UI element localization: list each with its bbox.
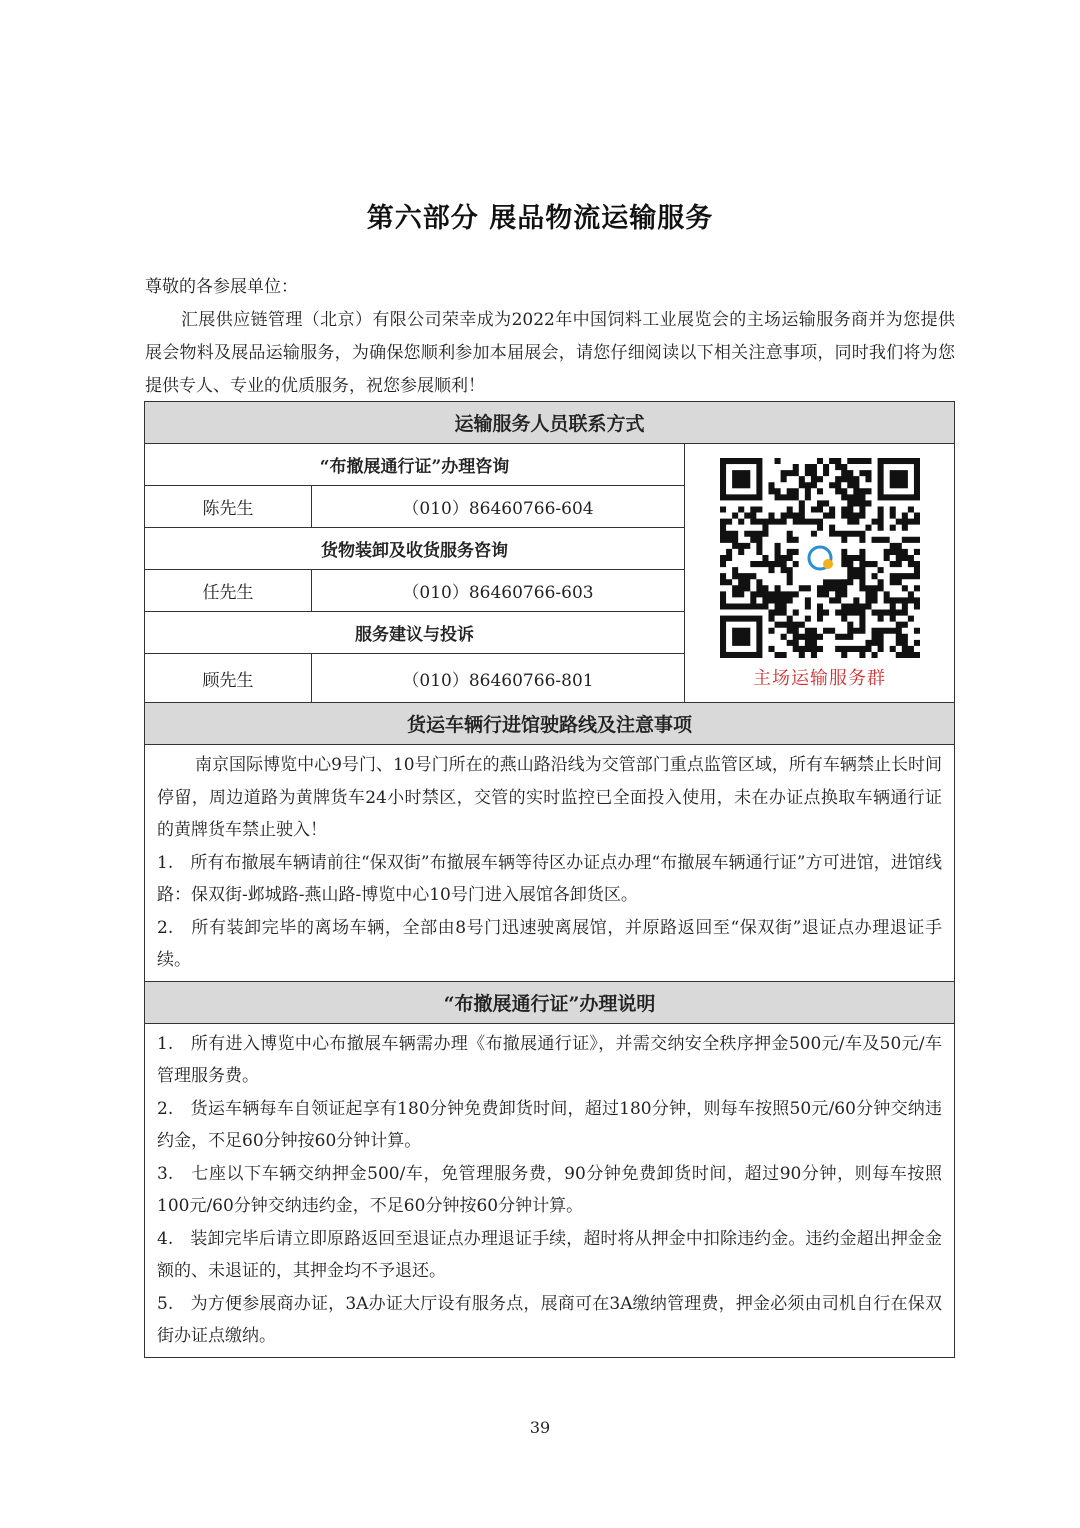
permit-item: 5. 为方便参展商办证，3A办证大厅设有服务点，展商可在3A缴纳管理费，押金必须由司机自行在保双街办证点缴纳。 — [157, 1293, 942, 1346]
permit-header: “布撤展通行证”办理说明 — [145, 981, 955, 1023]
page-title: 第六部分 展品物流运输服务 — [366, 203, 714, 234]
permit-item: 3. 七座以下车辆交纳押金500/车，免管理服务费，90分钟免费卸货时间，超过90分钟，则每车按照100元/60分钟交纳违约金，不足60分钟按60分钟计算。 — [157, 1163, 942, 1216]
contact-name: 顾先生 — [145, 654, 312, 703]
contact-name: 任先生 — [145, 570, 312, 612]
qr-caption: 主场运输服务群 — [753, 668, 886, 689]
qr-code-icon — [720, 458, 920, 658]
contact-group-title: 货物装卸及收货服务咨询 — [145, 528, 685, 570]
contact-group-title: “布撤展通行证”办理咨询 — [145, 444, 685, 486]
contact-group-title: 服务建议与投诉 — [145, 612, 685, 654]
route-header: 货运车辆行进馆驶路线及注意事项 — [145, 703, 955, 745]
contact-phone: （010）86460766-604 — [312, 486, 685, 528]
page-number: 39 — [529, 1418, 551, 1437]
salutation: 尊敬的各参展单位： — [145, 277, 298, 297]
route-item: 2. 所有装卸完毕的离场车辆，全部由8号门迅速驶离展馆，并原路返回至“保双街”退证点办理退证手续。 — [157, 917, 942, 970]
permit-item: 2. 货运车辆每车自领证起享有180分钟免费卸货时间，超过180分钟，则每车按照50元/60分钟交纳违约金，不足60分钟按60分钟计算。 — [157, 1098, 942, 1151]
permit-item: 4. 装卸完毕后请立即原路返回至退证点办理退证手续，超时将从押金中扣除违约金。违约金超出押金金额的、未退证的，其押金均不予退还。 — [157, 1228, 942, 1281]
contacts-header: 运输服务人员联系方式 — [145, 402, 955, 444]
permit-section — [145, 1023, 955, 1357]
intro-paragraph: 汇展供应链管理（北京）有限公司荣幸成为2022年中国饲料工业展览会的主场运输服务商并为您提供展会物料及展品运输服务，为确保您顺利参加本届展会，请您仔细阅读以下相关注意事项，同时我们将为您提供专人、专业的优质服务，祝您参展顺利！ — [145, 310, 955, 396]
permit-item: 1. 所有进入博览中心布撤展车辆需办理《布撤展通行证》，并需交纳安全秩序押金500元/车及50元/车管理服务费。 — [157, 1033, 942, 1086]
contact-phone: （010）86460766-801 — [312, 654, 685, 703]
contact-name: 陈先生 — [145, 486, 312, 528]
info-table — [144, 401, 955, 1358]
route-intro: 南京国际博览中心9号门、10号门所在的燕山路沿线为交管部门重点监管区域，所有车辆禁止长时间停留，周边道路为黄牌货车24小时禁区，交管的实时监控已全面投入使用，未在办证点换取车辆通行证的黄牌货车禁止驶入！ — [157, 755, 942, 840]
route-item: 1. 所有布撤展车辆请前往“保双街”布撤展车辆等待区办证点办理“布撤展车辆通行证”方可进馆，进馆线路：保双街-邺城路-燕山路-博览中心10号门进入展馆各卸货区。 — [157, 852, 942, 905]
contact-phone: （010）86460766-603 — [312, 570, 685, 612]
route-section — [145, 745, 955, 982]
qr-cell — [685, 444, 955, 703]
